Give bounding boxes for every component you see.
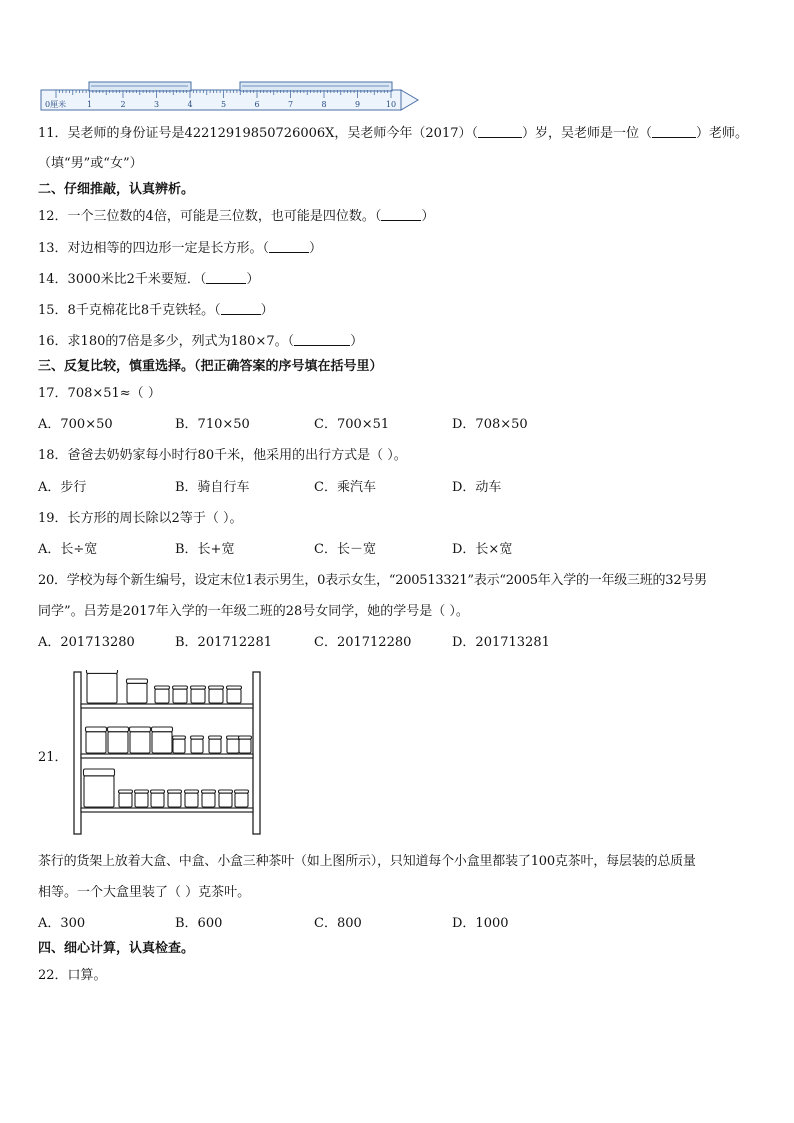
small-box-lid [168,790,182,793]
medium-box-lid [152,727,173,732]
small-box-lid [191,736,204,739]
ruler-label: 9 [354,100,361,109]
small-box-lid [227,736,240,739]
small-box-lid [219,790,233,793]
question-11 [38,125,748,143]
q21-option-c[interactable]: C．800 [314,916,362,931]
shelf-right-post [253,672,260,834]
q12-blank[interactable] [381,208,421,221]
large-box-lid [87,670,118,673]
question-22: 22．口算。 [38,968,107,983]
ruler-label: 6 [254,100,260,109]
small-box-lid [227,686,242,689]
question-11-note: （填“男”或“女”） [38,156,143,171]
small-box [209,739,221,753]
small-box [119,793,132,807]
medium-box-lid [127,679,148,683]
question-18-stem: 18．爸爸去奶奶家每小时行80千米，他采用的出行方式是（ ）。 [38,448,407,463]
question-21-line-2: 相等。一个大盒里装了（ ）克茶叶。 [38,885,251,900]
ruler-label: 4 [187,100,193,109]
q18-option-a[interactable]: A．步行 [38,480,87,495]
q14-text: 14．3000米比2千米要短．（ [38,272,207,287]
question-17-stem: 17．708×51≈（ ） [38,386,161,401]
small-box [151,793,164,807]
q18-option-d[interactable]: D．动车 [452,480,502,495]
small-box [202,793,215,807]
q20-option-b[interactable]: B．201712281 [175,635,272,650]
shelf-board-3 [81,808,253,812]
q16-blank[interactable] [294,333,350,346]
question-20-line-1: 20．学校为每个新生编号，设定末位1表示男生，0表示女生，“200513321”表示“2005年入学的一年级三班的32号男 [38,573,707,588]
small-box [235,793,248,807]
small-box-lid [191,686,206,689]
q21-option-b[interactable]: B．600 [175,916,223,931]
q21-option-d[interactable]: D．1000 [452,916,509,931]
large-box [87,673,117,703]
small-box-lid [209,736,222,739]
q17-option-b[interactable]: B．710×50 [175,417,250,432]
medium-box [86,732,106,753]
q19-option-a[interactable]: A．长÷宽 [38,542,98,557]
small-box-lid [235,790,249,793]
medium-box [130,732,150,753]
question-15 [38,302,274,320]
ruler-label: 3 [153,100,160,109]
q13-close: ） [309,241,323,256]
small-box-lid [239,736,252,739]
q20-option-c[interactable]: C．201712280 [314,635,412,650]
q15-blank[interactable] [221,302,261,315]
q20-option-d[interactable]: D．201713281 [452,635,550,650]
medium-box-lid [86,727,107,732]
q16-close: ） [350,334,364,349]
ruler-label: 1 [86,100,93,109]
q13-text: 13．对边相等的四边形一定是长方形。（ [38,241,270,256]
question-16 [38,333,363,351]
ruler-label: 0厘米 [45,100,67,109]
q16-text: 16．求180的7倍是多少，列式为180×7。（ [38,334,295,349]
q18-option-b[interactable]: B．骑自行车 [175,480,250,495]
section-2-heading: 二、仔细推敲，认真辨析。 [38,182,195,197]
q11-text-b: ）岁，吴老师是一位（ [522,126,653,141]
question-20-line-2: 同学”。吕芳是2017年入学的一年级二班的28号女同学，她的学号是（ ）。 [38,604,469,619]
ruler-end [401,90,418,110]
small-box [173,739,185,753]
small-box [209,689,223,703]
ruler-label: 2 [120,100,126,109]
shelf-board-1 [81,704,253,708]
ruler-label: 5 [220,100,227,109]
shelf-left-post [74,672,81,834]
q15-close: ） [260,303,274,318]
q19-option-c[interactable]: C．长－宽 [314,542,376,557]
shelf-board-2 [81,754,253,758]
ruler-label: 8 [321,100,327,109]
q21-option-a[interactable]: A．300 [38,916,86,931]
q19-option-b[interactable]: B．长+宽 [175,542,235,557]
small-box-lid [173,686,188,689]
q17-option-c[interactable]: C．700×51 [314,417,390,432]
small-box-lid [209,686,224,689]
small-box [191,689,205,703]
ruler-figure [40,80,420,112]
q17-option-a[interactable]: A．700×50 [38,417,113,432]
q14-close: ） [246,272,260,287]
q11-blank-gender[interactable] [652,125,696,138]
q14-blank[interactable] [206,271,246,284]
question-21-number: 21． [38,750,68,765]
small-box [219,793,232,807]
q20-option-a[interactable]: A．201713280 [38,635,135,650]
small-box-lid [151,790,165,793]
large-box [84,776,114,807]
section-3-heading: 三、反复比较，慎重选择。（把正确答案的序号填在括号里） [38,359,383,374]
q11-blank-age[interactable] [478,125,522,138]
q17-option-d[interactable]: D．708×50 [452,417,528,432]
small-box-lid [202,790,216,793]
small-box [173,689,187,703]
small-box [155,689,169,703]
ruler-label: 10 [385,100,397,109]
q19-option-d[interactable]: D．长×宽 [452,542,513,557]
q18-option-c[interactable]: C．乘汽车 [314,480,376,495]
medium-box [152,732,172,753]
small-box-lid [155,686,170,689]
medium-box-lid [130,727,151,732]
q15-text: 15．8千克棉花比8千克铁轻。（ [38,303,221,318]
question-19-stem: 19．长方形的周长除以2等于（ ）。 [38,511,243,526]
small-box [227,689,241,703]
small-box-lid [119,790,133,793]
tea-shelf-figure [72,670,266,838]
ruler-label: 7 [287,100,294,109]
small-box [239,739,251,753]
question-14 [38,271,259,289]
question-12 [38,208,434,226]
q11-text-c: ）老师。 [696,126,749,141]
section-4-heading: 四、细心计算，认真检查。 [38,941,195,956]
q13-blank[interactable] [269,240,309,253]
medium-box [108,732,128,753]
medium-box [127,683,147,703]
q12-close: ） [421,209,435,224]
small-box-lid [135,790,149,793]
q12-text: 12．一个三位数的4倍，可能是三位数，也可能是四位数。（ [38,209,382,224]
small-box [227,739,239,753]
small-box-lid [185,790,199,793]
small-box [191,739,203,753]
question-13 [38,240,322,258]
small-box [185,793,198,807]
question-21-line-1: 茶行的货架上放着大盒、中盒、小盒三种茶叶（如上图所示），只知道每个小盒里都装了100克茶叶，每层装的总质量 [38,854,696,869]
large-box-lid [84,769,115,776]
small-box [168,793,181,807]
small-box [135,793,148,807]
medium-box-lid [108,727,129,732]
small-box-lid [173,736,186,739]
q11-text-a: 11．吴老师的身份证号是42212919850726006X，吴老师今年（2017）（ [38,126,478,141]
